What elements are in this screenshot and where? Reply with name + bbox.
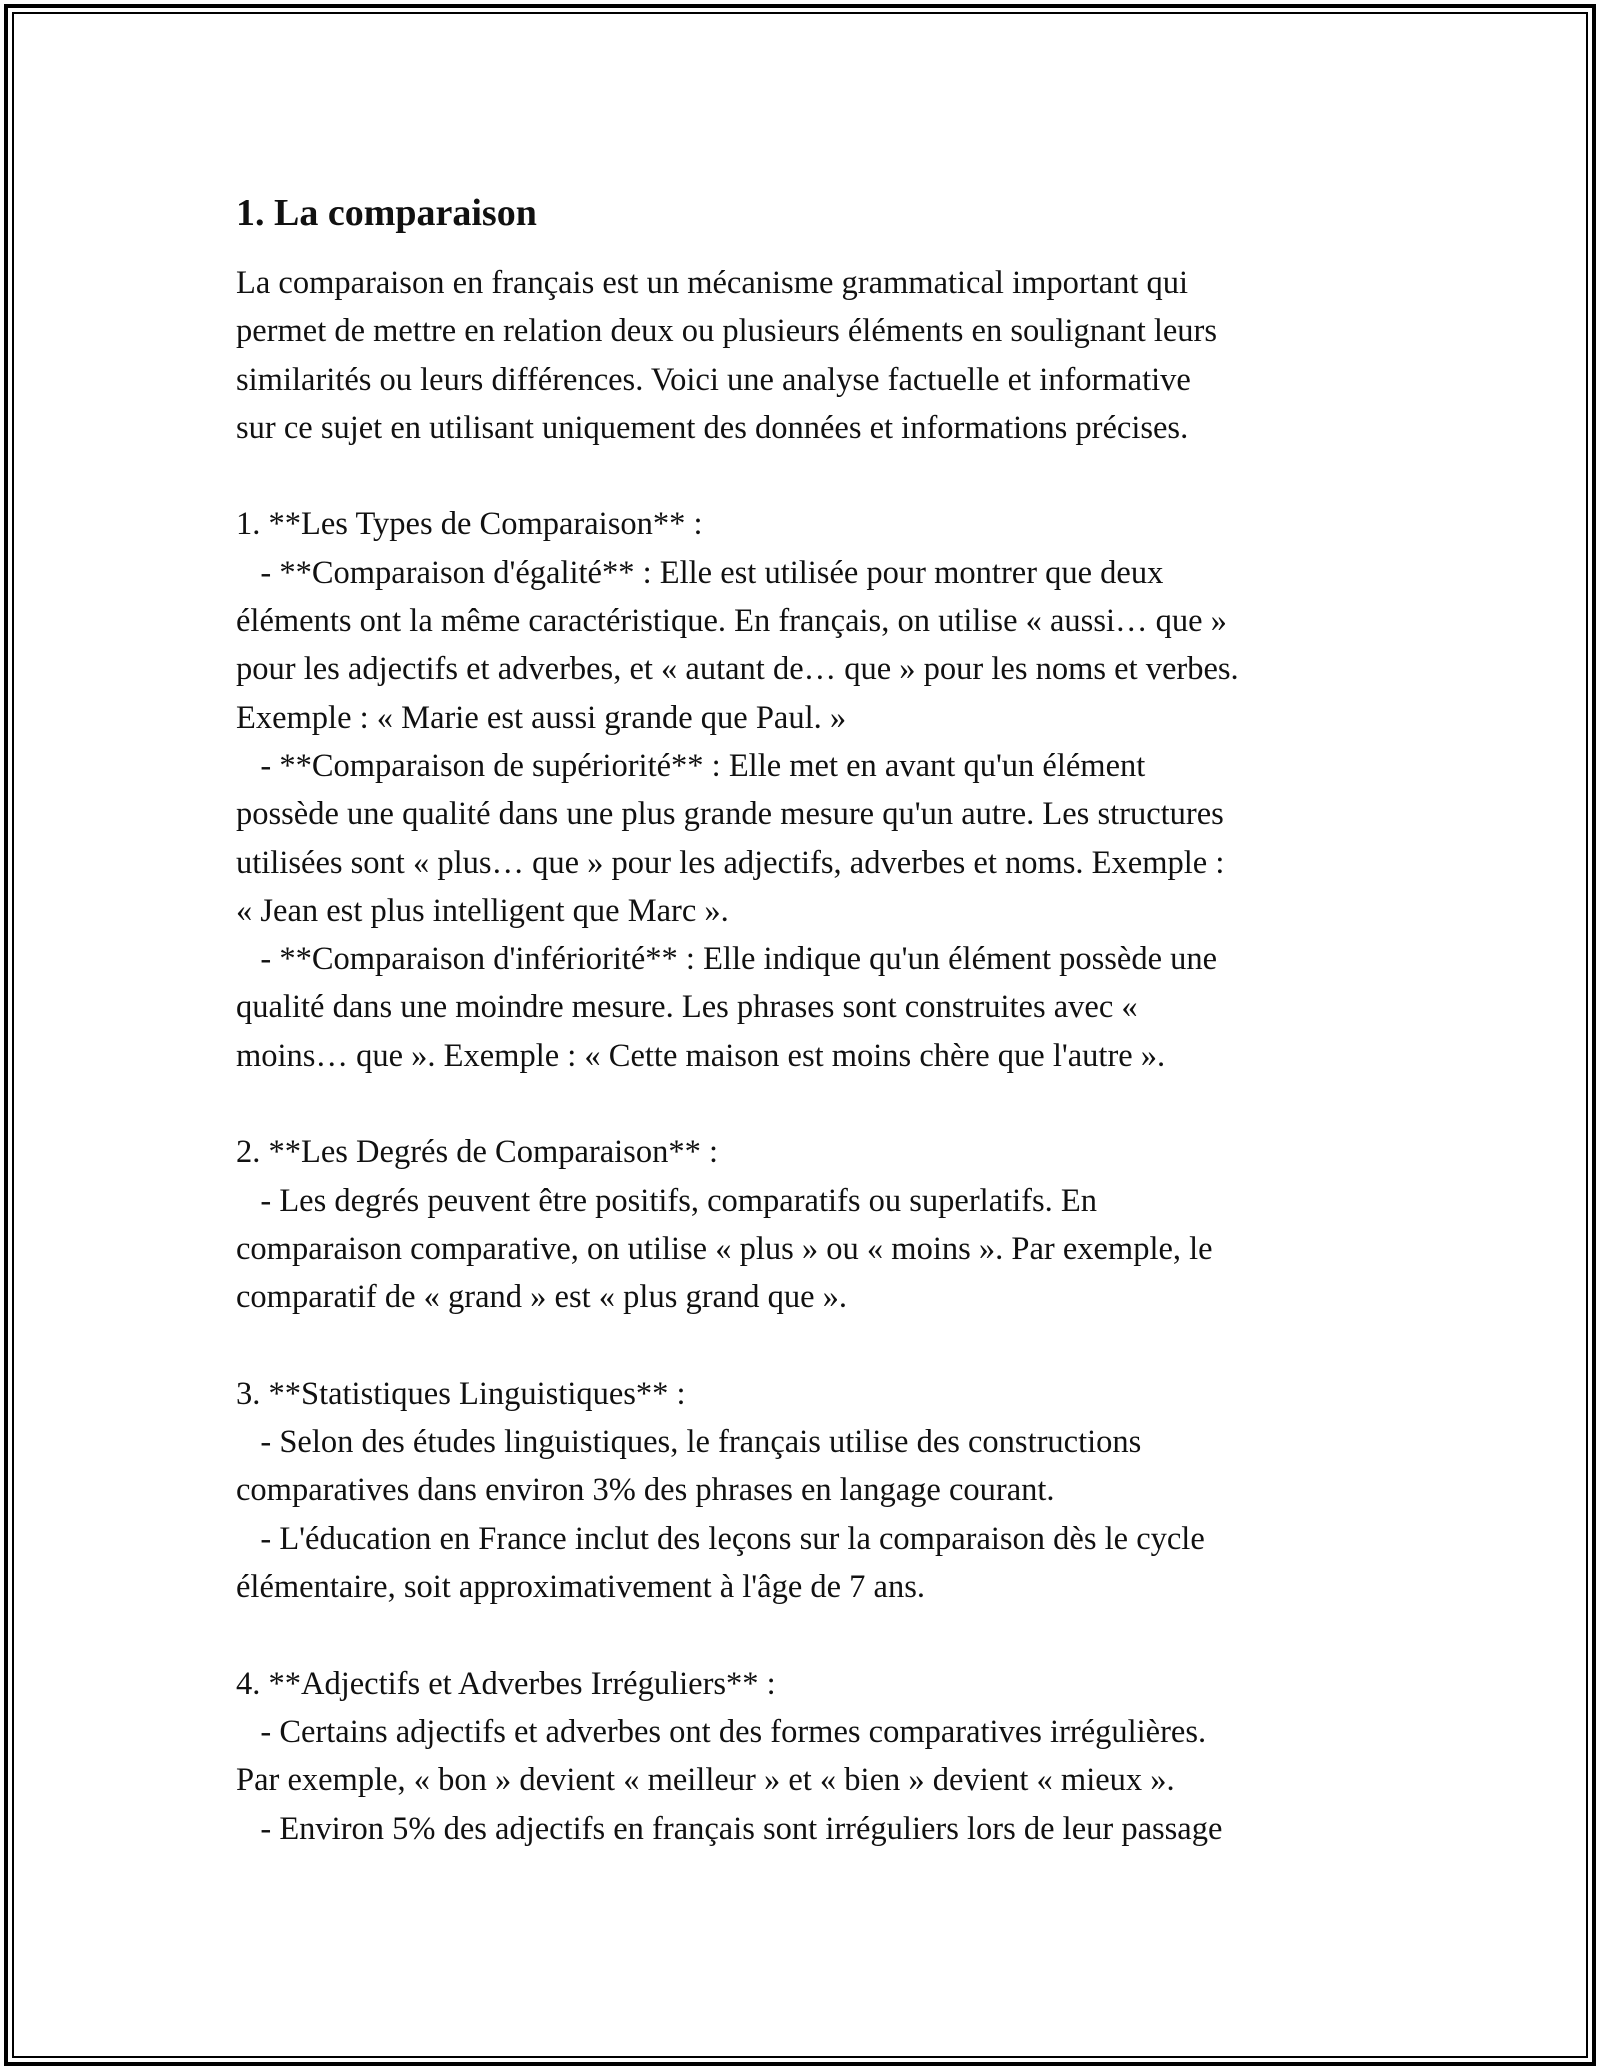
document-content [236, 185, 1426, 1853]
document-body-text: La comparaison en français est un mécanisme grammatical important qui permet de mettre en relation deux ou plusieurs éléments en soulignant leurs similarités ou leurs différences. Voici une analyse factuelle et informative sur ce sujet en utilisant uniquement des données et informations précises. 1. **Les Types de Comparaison** : - **Comparaison d'égalité** : Elle est utilisée pour montrer que deux éléments ont la même caractéristique. En français, on utilise « aussi… que » pour les adjectifs et adverbes, et « autant de… que » pour les noms et verbes. Exemple : « Marie est aussi grande que Paul. » - **Comparaison de supériorité** : Elle met en avant qu'un élément possède une qualité dans une plus grande mesure qu'un autre. Les structures utilisées sont « plus… que » pour les adjectifs, adverbes et noms. Exemple : « Jean est plus intelligent que Marc ». - **Comparaison d'infériorité** : Elle indique qu'un élément possède une qualité dans une moindre mesure. Les phrases sont construites avec « moins… que ». Exemple : « Cette maison est moins chère que l'autre ». 2. **Les Degrés de Comparaison** : - Les degrés peuvent être positifs, comparatifs ou superlatifs. En comparaison comparative, on utilise « plus » ou « moins ». Par exemple, le comparatif de « grand » est « plus grand que ». 3. **Statistiques Linguistiques** : - Selon des études linguistiques, le français utilise des constructions comparatives dans environ 3% des phrases en langage courant. - L'éducation en France inclut des leçons sur la comparaison dès le cycle élémentaire, soit approximativement à l'âge de 7 ans. 4. **Adjectifs et Adverbes Irréguliers** : - Certains adjectifs et adverbes ont des formes comparatives irrégulières. Par exemple, « bon » devient « meilleur » et « bien » devient « mieux ». - Environ 5% des adjectifs en français sont irréguliers lors de leur passage [236, 265, 1239, 1847]
section-heading: 1. La comparaison [236, 192, 537, 234]
